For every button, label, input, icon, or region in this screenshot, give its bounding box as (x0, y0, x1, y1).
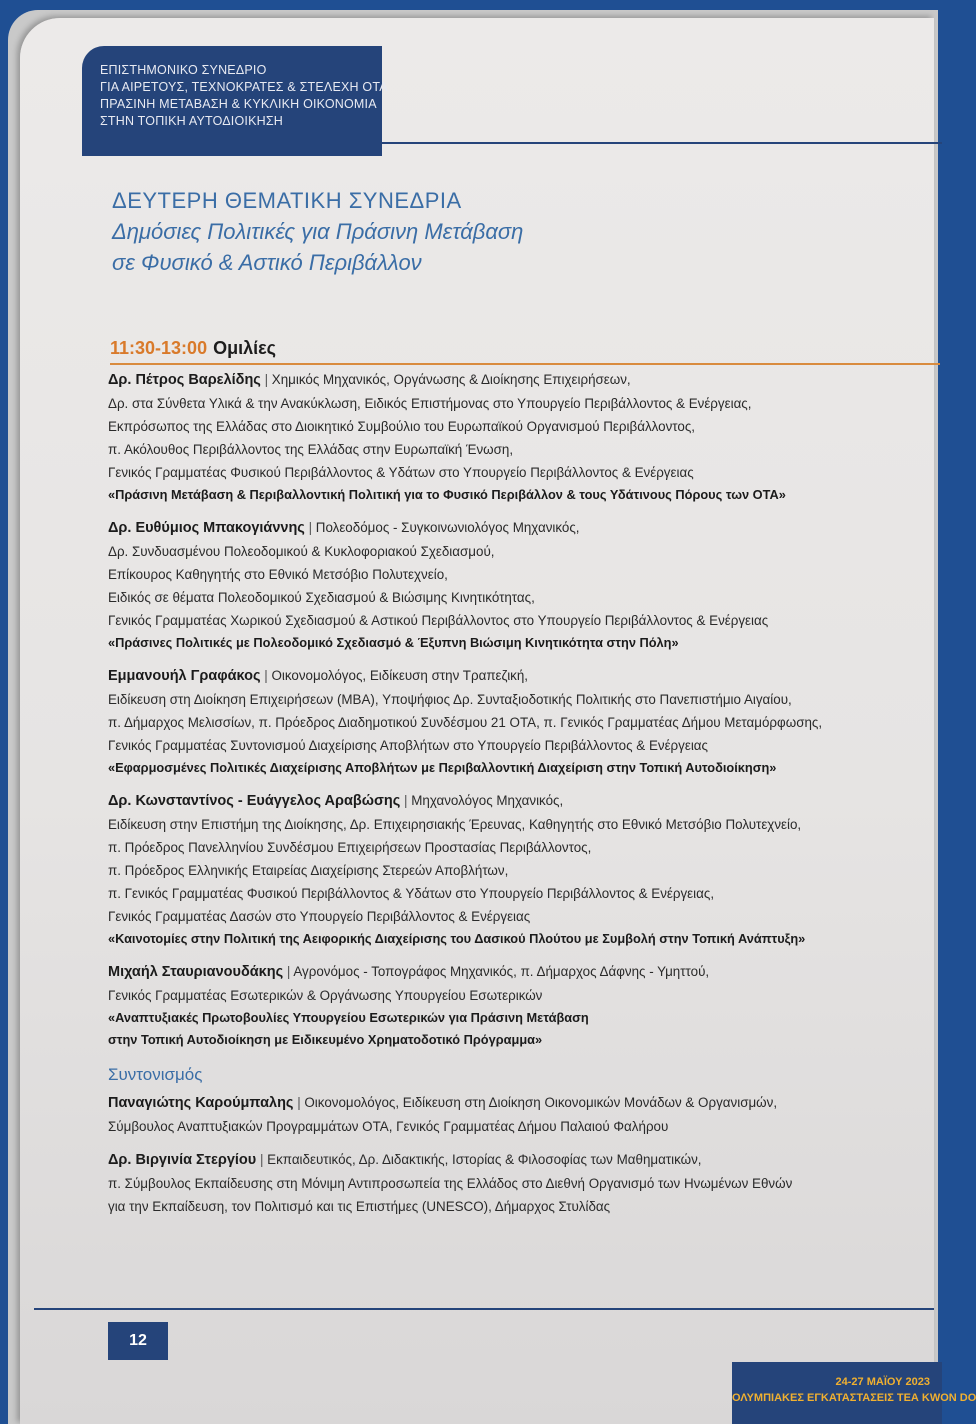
talk-title: «Αναπτυξιακές Πρωτοβουλίες Υπουργείου Εσωτερικών για Πράσινη Μετάβαση (108, 1010, 589, 1025)
session-heading: ΔΕΥΤΕΡΗ ΘΕΜΑΤΙΚΗ ΣΥΝΕΔΡΙΑ (112, 188, 462, 213)
name-separator: | (283, 964, 294, 979)
orange-divider (110, 363, 940, 365)
speaker-bio-line: Δρ. Συνδυασμένου Πολεοδομικού & Κυκλοφοριακού Σχεδιασμού, (108, 544, 495, 559)
speaker-role: Αγρονόμος - Τοπογράφος Μηχανικός, π. Δήμαρχος Δάφνης - Υμηττού, (293, 964, 710, 979)
speaker-entry (108, 960, 938, 1051)
session-title (112, 186, 523, 278)
speaker-entry (108, 1148, 938, 1218)
speaker-bio-line: Σύμβουλος Αναπτυξιακών Προγραμμάτων ΟΤΑ, Γενικός Γραμματέας Δήμου Παλαιού Φαλήρου (108, 1119, 669, 1134)
speakers-list (108, 368, 938, 1051)
header-line: ΠΡΑΣΙΝΗ ΜΕΤΑΒΑΣΗ & ΚΥΚΛΙΚΗ ΟΙΚΟΝΟΜΙΑ (100, 97, 377, 111)
speaker-role: Οικονομολόγος, Ειδίκευση στη Διοίκηση Οικονομικών Μονάδων & Οργανισμών, (304, 1095, 778, 1110)
speaker-entry (108, 368, 938, 506)
program-content (108, 368, 938, 1218)
speaker-bio-line: Γενικός Γραμματέας Εσωτερικών & Οργάνωσης Υπουργείου Εσωτερικών (108, 988, 543, 1003)
name-separator: | (400, 793, 412, 808)
speaker-bio-line: π. Ακόλουθος Περιβάλλοντος της Ελλάδας στην Ευρωπαϊκή Ένωση, (108, 442, 514, 457)
speaker-role: Μηχανολόγος Μηχανικός, (411, 793, 564, 808)
speaker-entry (108, 664, 938, 779)
speaker-bio-line: Επίκουρος Καθηγητής στο Εθνικό Μετσόβιο Πολυτεχνείο, (108, 567, 448, 582)
name-separator: | (256, 1152, 268, 1167)
speaker-first-line (108, 1091, 938, 1115)
event-footer (732, 1362, 976, 1424)
speaker-name: Δρ. Κωνσταντίνος - Ευάγγελος Αραβώσης (108, 793, 401, 809)
coordinators-list (108, 1091, 938, 1218)
talk-title: «Εφαρμοσμένες Πολιτικές Διαχείρισης Αποβλήτων με Περιβαλλοντική Διαχείριση στην Τοπική Αυτοδιοίκηση» (108, 760, 777, 775)
name-separator: | (260, 372, 272, 387)
speaker-bio-line: για την Εκπαίδευση, τον Πολιτισμό και τις Επιστήμες (UNESCO), Δήμαρχος Στυλίδας (108, 1199, 611, 1214)
speaker-first-line (108, 960, 938, 984)
speaker-role: Πολεοδόμος - Συγκοινωνιολόγος Μηχανικός, (315, 520, 580, 535)
speaker-first-line (108, 664, 938, 688)
speaker-bio-line: Ειδίκευση στη Διοίκηση Επιχειρήσεων (MBA), Υποψήφιος Δρ. Συνταξιοδοτικής Πολιτικής στο Πανεπιστήμιο Αιγαίου, (108, 692, 792, 707)
speaker-first-line (108, 789, 938, 813)
speaker-role: Οικονομολόγος, Ειδίκευση στην Τραπεζική, (271, 668, 529, 683)
page-number: 12 (108, 1322, 168, 1360)
speaker-bio-line: Γενικός Γραμματέας Δασών στο Υπουργείο Περιβάλλοντος & Ενέργειας (108, 909, 531, 924)
speaker-name: Εμμανουήλ Γραφάκος (108, 668, 261, 684)
name-separator: | (293, 1095, 305, 1110)
brochure-page (20, 18, 976, 1424)
header-line: ΕΠΙΣΤΗΜΟΝΙΚΟ ΣΥΝΕΔΡΙΟ (100, 63, 267, 77)
header-line: ΓΙΑ ΑΙΡΕΤΟΥΣ, ΤΕΧΝΟΚΡΑΤΕΣ & ΣΤΕΛΕΧΗ ΟΤΑ (100, 80, 388, 94)
talk-title: «Πράσινες Πολιτικές με Πολεοδομικό Σχεδιασμό & Έξυπνη Βιώσιμη Κινητικότητα στην Πόλη» (108, 635, 679, 650)
speaker-entry (108, 1091, 938, 1138)
footer-divider (34, 1308, 934, 1310)
name-separator: | (260, 668, 272, 683)
speaker-bio-line: Ειδικός σε θέματα Πολεοδομικού Σχεδιασμού & Βιώσιμης Κινητικότητας, (108, 590, 535, 605)
speaker-bio-line: Ειδίκευση στην Επιστήμη της Διοίκησης, Δρ. Επιχειρησιακής Έρευνας, Καθηγητής στο Εθνικό Μετσόβιο Πολυτεχνείο, (108, 817, 802, 832)
speaker-bio-line: π. Γενικός Γραμματέας Φυσικού Περιβάλλοντος & Υδάτων στο Υπουργείο Περιβάλλοντος & Ενέργειας, (108, 886, 715, 901)
speaker-name: Δρ. Ευθύμιος Μπακογιάννης (108, 520, 305, 536)
event-venue: ΟΛΥΜΠΙΑΚΕΣ ΕΓΚΑΤΑΣΤΑΣΕΙΣ ΤΕΑ KWON DO (732, 1392, 976, 1404)
speaker-bio-line: π. Σύμβουλος Εκπαίδευσης στη Μόνιμη Αντιπροσωπεία της Ελλάδος στο Διεθνή Οργανισμό των Ηνωμένων Εθνών (108, 1176, 793, 1191)
session-subtitle: σε Φυσικό & Αστικό Περιβάλλον (112, 250, 422, 275)
header-divider (382, 142, 942, 144)
session-subtitle: Δημόσιες Πολιτικές για Πράσινη Μετάβαση (112, 219, 524, 244)
header-line: ΣΤΗΝ ΤΟΠΙΚΗ ΑΥΤΟΔΙΟΙΚΗΣΗ (100, 114, 283, 128)
name-separator: | (304, 520, 316, 535)
talk-title: «Καινοτομίες στην Πολιτική της Αειφορικής Διαχείρισης του Δασικού Πλούτου με Συμβολή στην Τοπική Ανάπτυξη» (108, 931, 806, 946)
talk-title: στην Τοπική Αυτοδιοίκηση με Ειδικευμένο Χρηματοδοτικό Πρόγραμμα» (108, 1032, 543, 1047)
speaker-entry (108, 789, 938, 950)
speaker-name: Δρ. Πέτρος Βαρελίδης (108, 372, 261, 388)
speaker-name: Δρ. Βιργινία Στεργίου (108, 1152, 257, 1168)
speaker-bio-line: π. Πρόεδρος Πανελληνίου Συνδέσμου Επιχειρήσεων Προστασίας Περιβάλλοντος, (108, 840, 592, 855)
speaker-bio-line: Δρ. στα Σύνθετα Υλικά & την Ανακύκλωση, Ειδικός Επιστήμονας στο Υπουργείο Περιβάλλοντος & Ενέργειας, (108, 396, 752, 411)
schedule-row (110, 338, 276, 359)
speaker-name: Παναγιώτης Καρούμπαλης (108, 1095, 294, 1111)
session-time: 11:30-13:00 (110, 338, 208, 358)
speaker-entry (108, 516, 938, 654)
speaker-bio-line: Γενικός Γραμματέας Φυσικού Περιβάλλοντος & Υδάτων στο Υπουργείο Περιβάλλοντος & Ενέργειας (108, 465, 694, 480)
talk-title: «Πράσινη Μετάβαση & Περιβαλλοντική Πολιτική για το Φυσικό Περιβάλλον & τους Υδάτινους Πόρους των ΟΤΑ» (108, 487, 786, 502)
speaker-name: Μιχαήλ Σταυριανουδάκης (108, 964, 284, 980)
speaker-role: Εκπαιδευτικός, Δρ. Διδακτικής, Ιστορίας & Φιλοσοφίας των Μαθηματικών, (267, 1152, 702, 1167)
speaker-bio-line: Γενικός Γραμματέας Χωρικού Σχεδιασμού & Αστικού Περιβάλλοντος στο Υπουργείο Περιβάλλοντος & Ενέργειας (108, 613, 769, 628)
talks-label: Ομιλίες (213, 338, 277, 358)
speaker-bio-line: Γενικός Γραμματέας Συντονισμού Διαχείρισης Αποβλήτων στο Υπουργείο Περιβάλλοντος & Ενέργειας (108, 738, 709, 753)
coordination-heading: Συντονισμός (108, 1065, 203, 1084)
speaker-first-line (108, 368, 938, 392)
speaker-bio-line: π. Δήμαρχος Μελισσίων, π. Πρόεδρος Διαδημοτικού Συνδέσμου 21 ΟΤΑ, π. Γενικός Γραμματέας Δήμου Μεταμόρφωσης, (108, 715, 823, 730)
conference-header (82, 46, 388, 156)
speaker-role: Χημικός Μηχανικός, Οργάνωσης & Διοίκησης Επιχειρήσεων, (271, 372, 631, 387)
speaker-bio-line: Εκπρόσωπος της Ελλάδας στο Διοικητικό Συμβούλιο του Ευρωπαϊκού Οργανισμού Περιβάλλοντος, (108, 419, 695, 434)
event-dates: 24-27 ΜΑΪΟΥ 2023 (835, 1376, 930, 1388)
speaker-first-line (108, 1148, 938, 1172)
speaker-first-line (108, 516, 938, 540)
speaker-bio-line: π. Πρόεδρος Ελληνικής Εταιρείας Διαχείρισης Στερεών Αποβλήτων, (108, 863, 509, 878)
